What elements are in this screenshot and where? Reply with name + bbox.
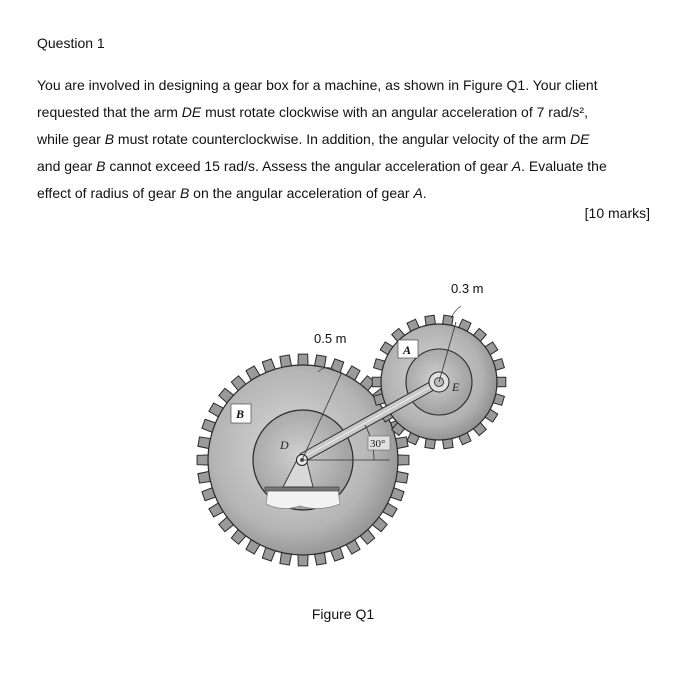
dimension-radius-a: 0.3 m [451,281,484,296]
label-pivot-d: D [280,438,289,452]
question-line-4: and gear B cannot exceed 15 rad/s. Assess the angular acceleration of gear A. Evaluate the [37,158,607,174]
question-line-3: while gear B must rotate counterclockwise. In addition, the angular velocity of the arm DE [37,131,590,147]
question-title: Question 1 [37,35,105,51]
label-pivot-e: E [452,380,460,394]
label-gear-a: A [403,343,412,357]
marks-label: [10 marks] [584,205,650,221]
question-line-5: effect of radius of gear B on the angular acceleration of gear A. [37,185,427,201]
figure-caption: Figure Q1 [311,606,375,622]
question-line-2: requested that the arm DE must rotate clockwise with an angular acceleration of 7 rad/s², [37,104,588,120]
question-line-1: You are involved in designing a gear box for a machine, as shown in Figure Q1. Your client [37,77,598,93]
label-gear-b: B [236,407,245,421]
label-angle: 30° [370,438,386,450]
dimension-radius-b: 0.5 m [314,331,347,346]
